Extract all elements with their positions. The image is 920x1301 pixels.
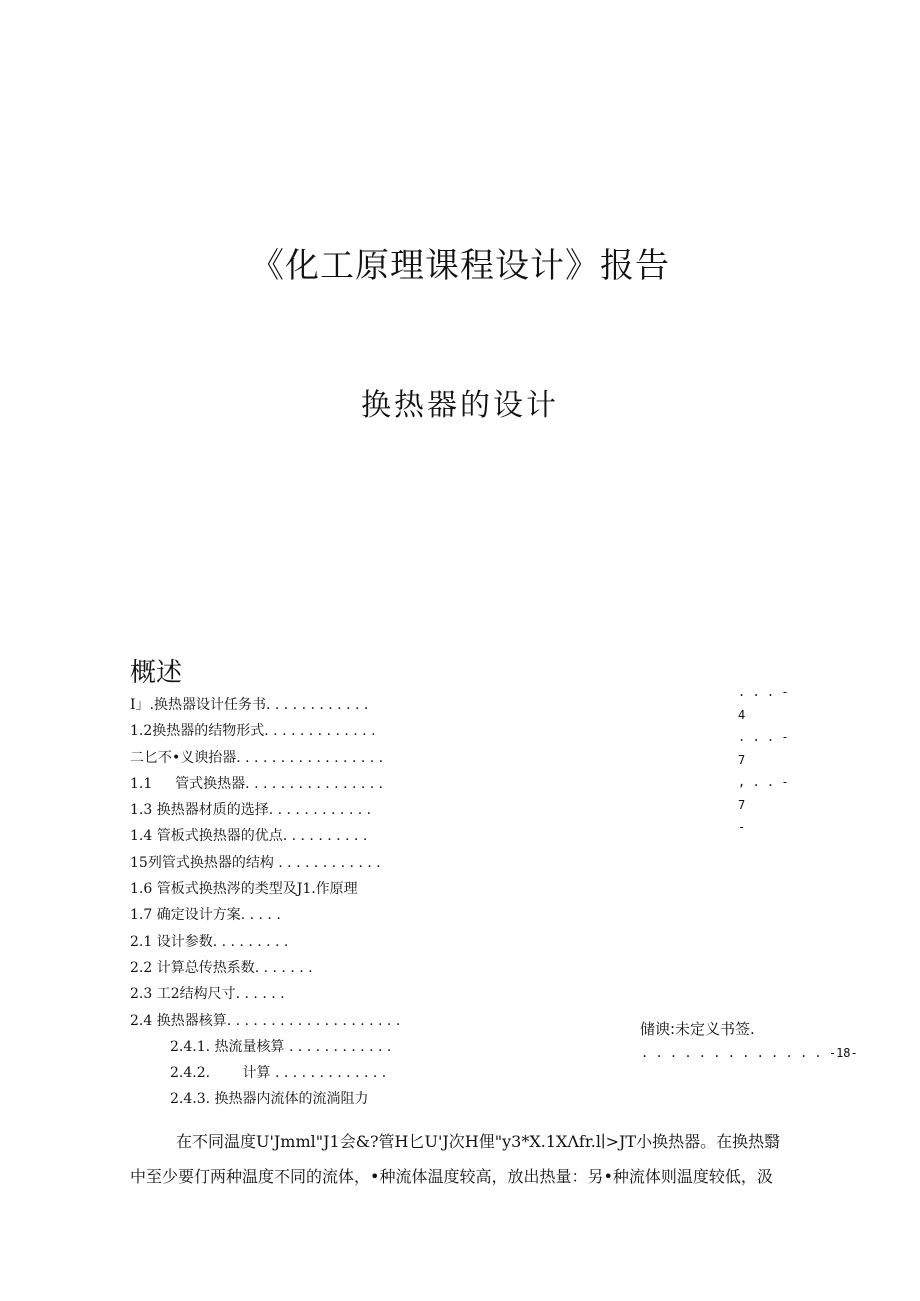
body-paragraph: 在不同温度U'Jmml"J1会&?管H匕U'J次H俚"y3*X.1XΛfr.l∣>JT小换热器。在换热翳中至少要仃两种温度不同的流体，•种流体温度较高，放出热量：另•种流体则温度较低，汲 — [130, 1132, 781, 1186]
section-heading: 概述 — [130, 658, 183, 688]
toc-entry[interactable]: 1.6 管板式换热涔的类型及J1.作原理 — [130, 881, 358, 898]
toc-entry[interactable]: 2.4.3. 换热器内流体的流淌阻力 — [170, 1091, 369, 1108]
toc-entry[interactable]: 1.7 确定设计方案. . . . . — [130, 907, 281, 924]
toc-entry[interactable]: 1.4 管板式换热器的优点. . . . . . . . . . — [130, 828, 368, 845]
toc-page-ref: . . . - — [738, 730, 789, 744]
toc-entry[interactable]: 1.3 换热器材质的选择. . . . . . . . . . . . — [130, 802, 372, 819]
toc-entry[interactable]: 1.2换热器的结物形式. . . . . . . . . . . . . — [130, 723, 376, 740]
toc-entry[interactable]: 2.2 计算总传热系数. . . . . . . — [130, 959, 313, 976]
toc-entry[interactable]: 2.3 工2结构尺寸. . . . . . — [130, 986, 285, 1003]
toc-page-ref: 7 — [738, 752, 746, 767]
toc-page-ref: - — [738, 820, 746, 834]
table-of-contents — [130, 692, 400, 1113]
toc-entry[interactable]: 2.4 换热器核算. . . . . . . . . . . . . . . . . . . . — [130, 1012, 401, 1029]
bookmark-error-page: . . . . . . . . . . . . . -18- — [641, 1046, 858, 1060]
toc-page-ref: 7 — [738, 797, 746, 812]
toc-entry[interactable]: 二匕不•义谀抬器. . . . . . . . . . . . . . . . . — [130, 749, 384, 766]
toc-entry[interactable]: 2.4.2. 计算 . . . . . . . . . . . . . — [170, 1065, 387, 1082]
bookmark-error-label: 储谀:未定义书签. — [640, 1020, 755, 1038]
toc-entry[interactable]: 2.1 设计参数. . . . . . . . . — [130, 933, 289, 950]
toc-entry[interactable]: 2.4.1. 热流量核算 . . . . . . . . . . . . — [170, 1038, 392, 1055]
toc-entry[interactable]: 1.1 管式换热器. . . . . . . . . . . . . . . . — [130, 775, 384, 792]
toc-page-ref: 4 — [738, 707, 746, 722]
document-title: 《化工原理课程设计》报告 — [250, 246, 670, 286]
toc-entry[interactable]: I」.换热器设计任务书. . . . . . . . . . . . — [130, 697, 369, 713]
document-subtitle: 换热器的设计 — [361, 388, 559, 423]
toc-page-numbers — [738, 682, 798, 840]
toc-page-ref: . . . - — [738, 685, 789, 699]
toc-entry[interactable]: 15列管式换热器的结构 . . . . . . . . . . . . — [130, 854, 381, 871]
toc-page-ref: , . . - — [738, 775, 789, 789]
